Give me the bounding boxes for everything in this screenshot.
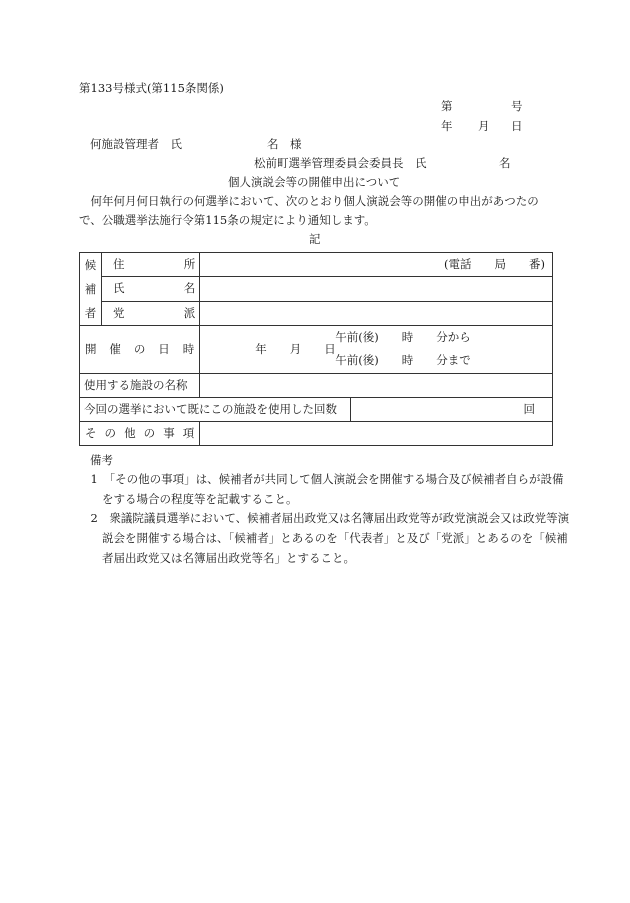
datetime-label-char: 催 bbox=[109, 341, 121, 356]
datetime-label-char: の bbox=[133, 341, 146, 356]
datetime-label-char: 時 bbox=[182, 341, 195, 356]
note-item: 1 「その他の事項」は、候補者が共同して個人演説会を開催する場合及び候補者自らが設備をする場合の程度等を記載すること。 bbox=[90, 472, 564, 506]
doc-number-label: 第 bbox=[441, 99, 453, 113]
datetime-label-cell bbox=[80, 326, 200, 374]
candidate-char: 者 bbox=[84, 306, 97, 320]
document-title: 個人演説会等の開催申出について bbox=[228, 175, 401, 189]
facility-label-cell bbox=[80, 374, 200, 398]
date-year: 年 bbox=[441, 119, 453, 133]
other-field[interactable] bbox=[200, 422, 553, 446]
ki-mark: 記 bbox=[309, 232, 321, 246]
time-from: 午前(後) 時 分から bbox=[335, 330, 471, 344]
address-label-char: 所 bbox=[183, 256, 196, 271]
notes-title: 備考 bbox=[90, 453, 113, 467]
addressee-suffix: 名 様 bbox=[267, 137, 302, 151]
body-text: 何年何月何日執行の何選挙において、次のとおり個人演説会等の開催の申出があつたので、公職選挙法施行令第115条の規定により通知します。 bbox=[79, 194, 539, 227]
candidate-char: 補 bbox=[84, 282, 97, 296]
other-label-char: 項 bbox=[182, 425, 195, 440]
date-day: 日 bbox=[511, 119, 523, 133]
other-label-char: 事 bbox=[163, 425, 175, 440]
name-label-char: 名 bbox=[183, 281, 196, 296]
other-label-cell bbox=[80, 422, 200, 446]
form-number: 第133号様式(第115条関係) bbox=[79, 81, 224, 95]
facility-label: 使用する施設の名称 bbox=[84, 377, 188, 392]
sender: 松前町選挙管理委員会委員長 氏 bbox=[254, 156, 427, 170]
other-label-char: そ bbox=[85, 425, 97, 440]
doc-number-suffix: 号 bbox=[511, 99, 523, 113]
address-field[interactable] bbox=[200, 253, 553, 277]
usage-suffix: 回 bbox=[523, 401, 535, 416]
party-label-char: 党 bbox=[113, 305, 125, 320]
other-label-char: 他 bbox=[124, 425, 136, 440]
address-label-char: 住 bbox=[113, 256, 125, 271]
usage-label-cell bbox=[80, 398, 351, 422]
candidate-header-cell bbox=[80, 253, 102, 326]
date-month: 月 bbox=[478, 119, 490, 133]
phone-label: (電話 局 番) bbox=[444, 256, 545, 271]
party-label-cell bbox=[102, 301, 200, 325]
datetime-label-char: 日 bbox=[158, 341, 170, 356]
name-label-char: 氏 bbox=[113, 281, 125, 296]
addressee: 何施設管理者 氏 bbox=[90, 137, 182, 151]
time-to: 午前(後) 時 分まで bbox=[335, 353, 471, 367]
other-label-char: の bbox=[143, 425, 156, 440]
facility-field[interactable] bbox=[200, 374, 553, 398]
address-label-cell bbox=[102, 253, 200, 277]
datetime-field[interactable] bbox=[200, 326, 553, 374]
note-item: 2 衆議院議員選挙において、候補者届出政党又は名簿届出政党等が政党演説会又は政党等演説会を開催する場合は、「候補者」とあるのを「代表者」と及び「党派」とあるのを「候補者届出政党又は名簿届出政党等名」とすること。 bbox=[90, 511, 570, 565]
usage-count-field[interactable] bbox=[350, 398, 552, 422]
candidate-char: 候 bbox=[84, 258, 97, 272]
usage-label: 今回の選挙において既にこの施設を使用した回数 bbox=[84, 401, 337, 416]
party-label-char: 派 bbox=[183, 305, 196, 320]
application-table bbox=[79, 252, 553, 446]
sender-suffix: 名 bbox=[499, 156, 511, 170]
date-line: 年 月 日 bbox=[255, 342, 336, 356]
name-label-cell bbox=[102, 277, 200, 301]
datetime-label-char: 開 bbox=[85, 341, 97, 356]
other-label-char: の bbox=[104, 425, 117, 440]
name-field[interactable] bbox=[200, 277, 553, 301]
party-field[interactable] bbox=[200, 301, 553, 325]
